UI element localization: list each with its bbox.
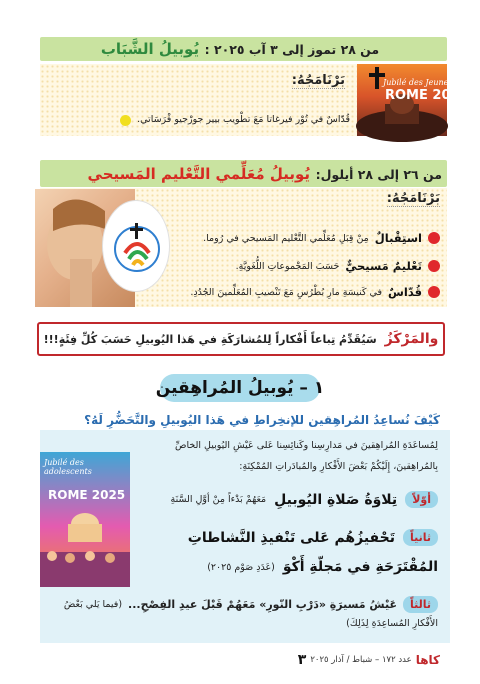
youth-program-label: بَرْنَامَجُهُ:	[291, 73, 345, 88]
youth-jubilee-poster	[357, 64, 469, 136]
adolescents-jubilee-pill	[155, 374, 325, 402]
adolescents-point-3	[64, 596, 438, 613]
page-footer	[298, 652, 440, 668]
catechists-item-3-bold: قُدّاسٌ	[388, 285, 422, 299]
bullet-dot	[428, 286, 440, 298]
bullet-dot	[120, 115, 131, 126]
point-3-badge: ثالثاً	[403, 596, 438, 613]
catechists-jubilee-title	[36, 162, 442, 187]
youth-program-text: قُدّاسٌ في تُوْر فيرغاتا مَعَ تطْويب بيير جورْجيو فْرَسَاتي.	[137, 114, 350, 125]
catechists-item-2	[236, 259, 440, 273]
point-3-title: عَيْشُ مَسيرَةِ «دَرْبِ النّورِ» مَعَهُمْ قَبْلَ عيدِ الفِصْحِ...	[128, 598, 397, 611]
footer-issue: عدد ١٧٢ – شباط / آذار ٢٠٢٥	[310, 655, 412, 665]
crowd-basilica-illustration	[40, 452, 130, 587]
youth-jubilee-dates: من ٢٨ تموز إلى ٣ آب ٢٠٢٥ :	[204, 42, 380, 57]
center-callout	[37, 322, 445, 356]
bullet-dot	[428, 232, 440, 244]
footer-brand: كاها	[415, 653, 440, 667]
adolescents-poster-line2: ROME 2025	[48, 488, 126, 502]
point-2-title-cont: المُقْتَرَحَةِ في مَجلّةِ أَكْوَ	[282, 559, 438, 575]
catechists-item-1-bold: استِقْبالٌ	[374, 231, 422, 245]
point-1-badge: أوّلاً	[405, 491, 438, 508]
adolescents-poster	[40, 452, 130, 587]
youth-jubilee-name: يُوبيلُ الشَّبَاب	[100, 40, 200, 58]
catechists-item-2-text: حَسَبَ المَجْموعاتِ اللُّغَويَّةِ.	[235, 260, 340, 272]
youth-poster-line1: Jubilé des Jeunes	[383, 78, 453, 87]
catechists-item-3	[190, 285, 440, 299]
point-2-title: تَحْفيزُهُم عَلى تَنْفيذِ النَّشاطاتِ	[187, 529, 395, 546]
youth-poster-line2: ROME 2025	[385, 88, 469, 103]
adolescents-intro-line1: لِمُساعَدَةِ المُراهِقينَ في مَدارِسِنا وكَنائِسِنا عَلى عَيْشِ اليُوبيلِ الخاصِّ	[174, 440, 438, 451]
catechists-item-2-bold: تَعْليمٌ مَسيحيٌّ	[345, 259, 422, 273]
adolescents-point-1	[171, 491, 438, 508]
catechists-logo	[102, 200, 170, 292]
callout-highlight: والمَرْكَزُ	[384, 331, 439, 347]
catechists-jubilee-dates: من ٢٦ إلى ٢٨ أيلول:	[315, 167, 442, 182]
adolescents-point-2-line2	[207, 559, 438, 575]
page-number: ٣	[297, 652, 307, 668]
bullet-dot	[428, 260, 440, 272]
youth-program-item	[120, 113, 350, 127]
point-1-title: تِلاوَةُ صَلاةِ اليُوبيلِ	[274, 491, 398, 508]
catechists-item-1-text: مِنْ قِبَلِ مُعَلِّمي التَّعْليم المَسيحي في رُوما.	[203, 232, 369, 244]
point-3-rest-line2: الأَفْكارِ المُساعِدَةِ لِذَلِكَ)	[346, 618, 438, 629]
adolescents-poster-line1: Jubilé des adolescents	[44, 458, 92, 476]
jubilee-logo-icon	[103, 201, 169, 291]
catechists-program-label: بَرْنَامَجُهُ:	[386, 191, 440, 206]
adolescents-jubilee-title: ١ – يُوبيلُ المُراهِقين	[155, 378, 325, 398]
point-1-rest: مَعَهُمْ بَدْءاً مِنْ أوَّلِ السَّنَةِ	[170, 494, 267, 505]
point-3-rest: (فيما يَلي بَعْضُ	[63, 599, 123, 610]
catechists-item-1	[203, 231, 440, 245]
adolescents-point-2	[188, 529, 438, 546]
catechists-item-3-text: في كَنيسَةِ مارِ بُطْرُسِ مَعَ تَنْصيبِ المُعَلِّمينَ الجُدُدِ.	[190, 286, 383, 298]
adolescents-question: كَيْفَ نُساعِدُ المُراهِقين للإنخِراطِ في هَذا اليُوبيلِ والتَّحَضُّرِ لَهُ؟	[84, 413, 440, 427]
adolescents-intro-line2: بِالمُراهِقينَ، إِلَيْكُمْ بَعْضَ الأَفْكارِ والمُبادَراتِ المُمْكِنَةِ:	[239, 461, 438, 472]
catechists-jubilee-name: يُوبيلُ مُعَلِّمي التَّعْليم المَسيحي	[87, 165, 311, 183]
point-2-rest: (عَدَدِ صَوْم ٢٠٢٥)	[207, 561, 275, 573]
point-2-badge: ثانياً	[403, 529, 438, 546]
callout-text: سَيُقَدِّمُ تِباعاً أَفْكاراً لِلمُشارَكَةِ في هَذا اليُوبيلِ حَسَبَ كُلِّ فِئَةٍ!!!	[43, 332, 377, 346]
youth-jubilee-title	[40, 38, 440, 61]
